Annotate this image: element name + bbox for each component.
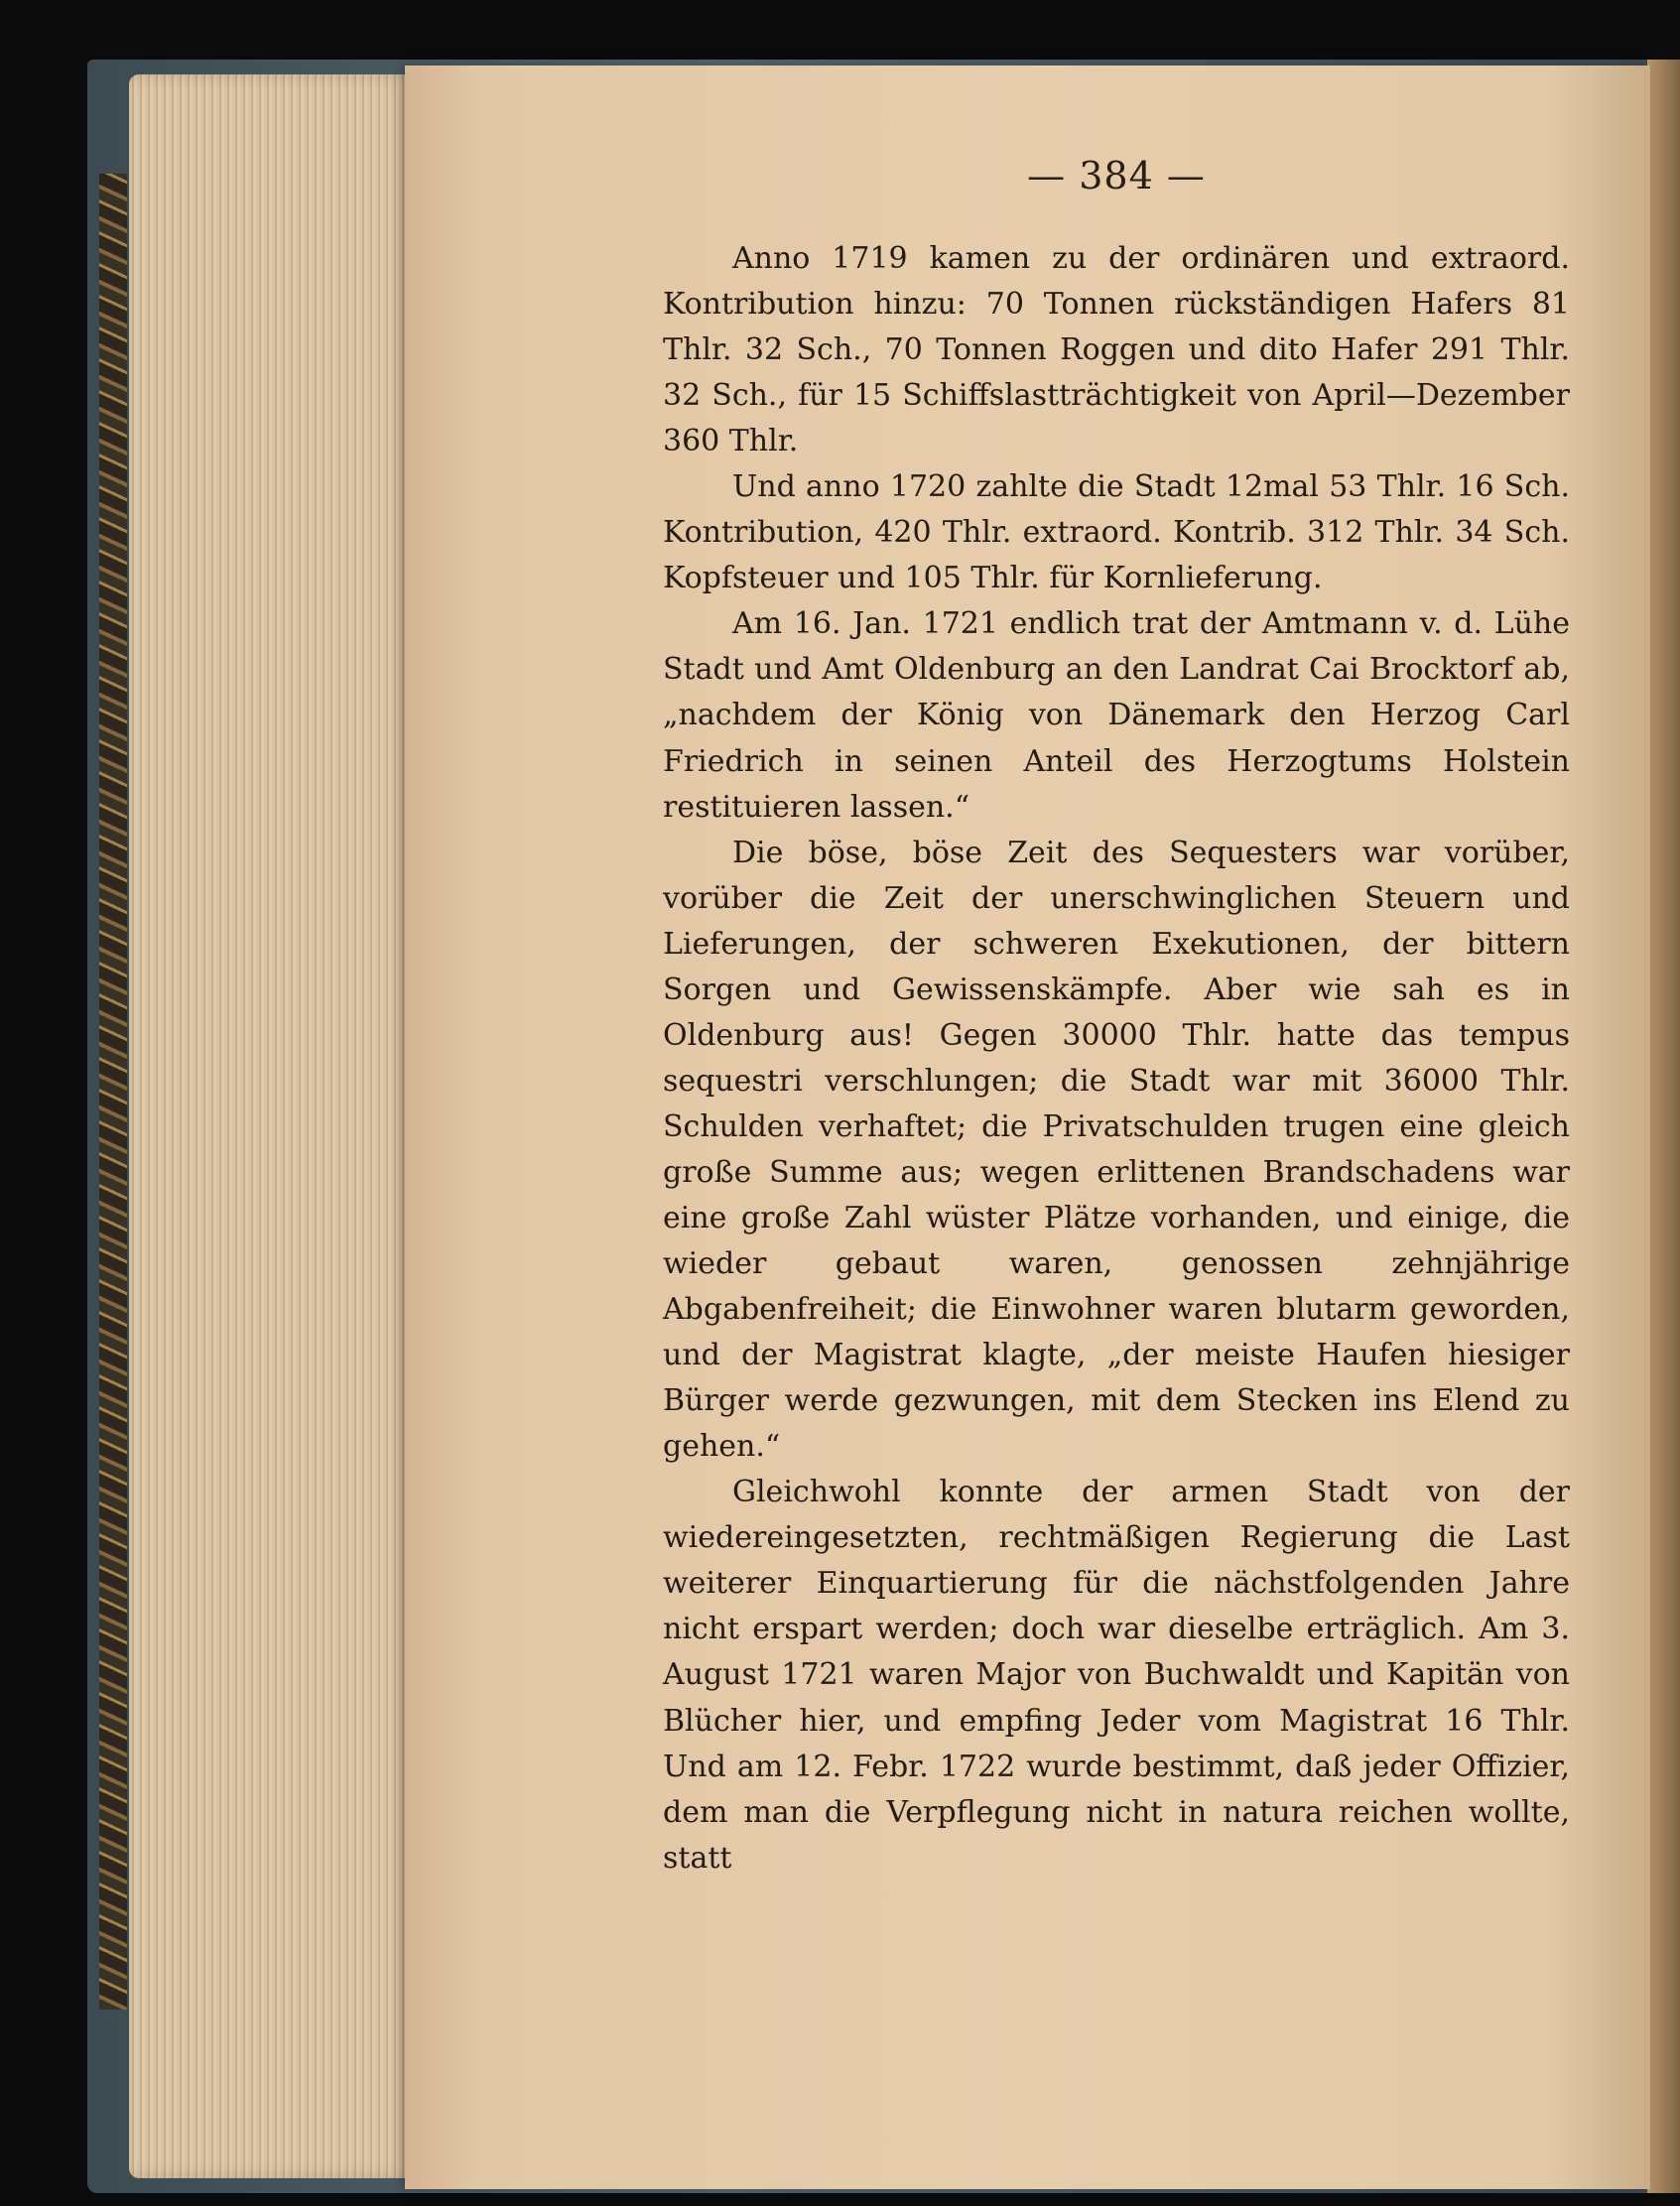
- book-right-edge: [1647, 60, 1680, 2193]
- marbled-endpaper: [99, 174, 127, 2010]
- page-body: [663, 236, 1570, 1882]
- paragraph: Und anno 1720 zahlte die Stadt 12mal 53 Thlr. 16 Sch. Kontribution, 420 Thlr. extraord. Kontrib. 312 Thlr. 34 Sch. Kopfsteuer und 105 Thlr. für Kornlieferung.: [663, 469, 1570, 596]
- page-number: — 384 —: [1027, 154, 1206, 197]
- paragraph: Anno 1719 kamen zu der ordinären und extraord. Kontribution hinzu: 70 Tonnen rückständigen Hafers 81 Thlr. 32 Sch., 70 Tonnen Roggen und dito Hafer 291 Thlr. 32 Sch., für 15 Schiffslastträchtigkeit von April—Dezember 360 Thlr.: [663, 241, 1570, 459]
- paragraph: Gleichwohl konnte der armen Stadt von der wiedereingesetzten, rechtmäßigen Regierung die Last weiterer Einquartierung für die nächstfolgenden Jahre nicht erspart werden; doch war dieselbe erträglich. Am 3. August 1721 waren Major von Buchwaldt und Kapitän von Blücher hier, und empfing Jeder vom Magistrat 16 Thlr. Und am 12. Febr. 1722 wurde bestimmt, daß jeder Offizier, dem man die Verpflegung nicht in natura reichen wollte, statt: [663, 1475, 1570, 1876]
- paragraph: Am 16. Jan. 1721 endlich trat der Amtmann v. d. Lühe Stadt und Amt Oldenburg an den Landrat Cai Brocktorf ab, „nachdem der König von Dänemark den Herzog Carl Friedrich in seinen Anteil des Herzogtums Holstein restituieren lassen.“: [663, 606, 1570, 825]
- paragraph: Die böse, böse Zeit des Sequesters war vorüber, vorüber die Zeit der unerschwinglichen Steuern und Lieferungen, der schweren Exekutionen, der bittern Sorgen und Gewissenskämpfe. Aber wie sah es in Oldenburg aus! Gegen 30000 Thlr. hatte das tempus sequestri verschlungen; die Stadt war mit 36000 Thlr. Schulden verhaftet; die Privatschulden trugen eine gleich große Summe aus; wegen erlittenen Brandschadens war eine große Zahl wüster Plätze vorhanden, und einige, die wieder gebaut waren, genossen zehnjährige Abgabenfreiheit; die Einwohner waren blutarm geworden, und der Magistrat klagte, „der meiste Haufen hiesiger Bürger werde gezwungen, mit dem Stecken ins Elend zu gehen.“: [663, 835, 1570, 1465]
- page-edges-stack: [129, 74, 417, 2178]
